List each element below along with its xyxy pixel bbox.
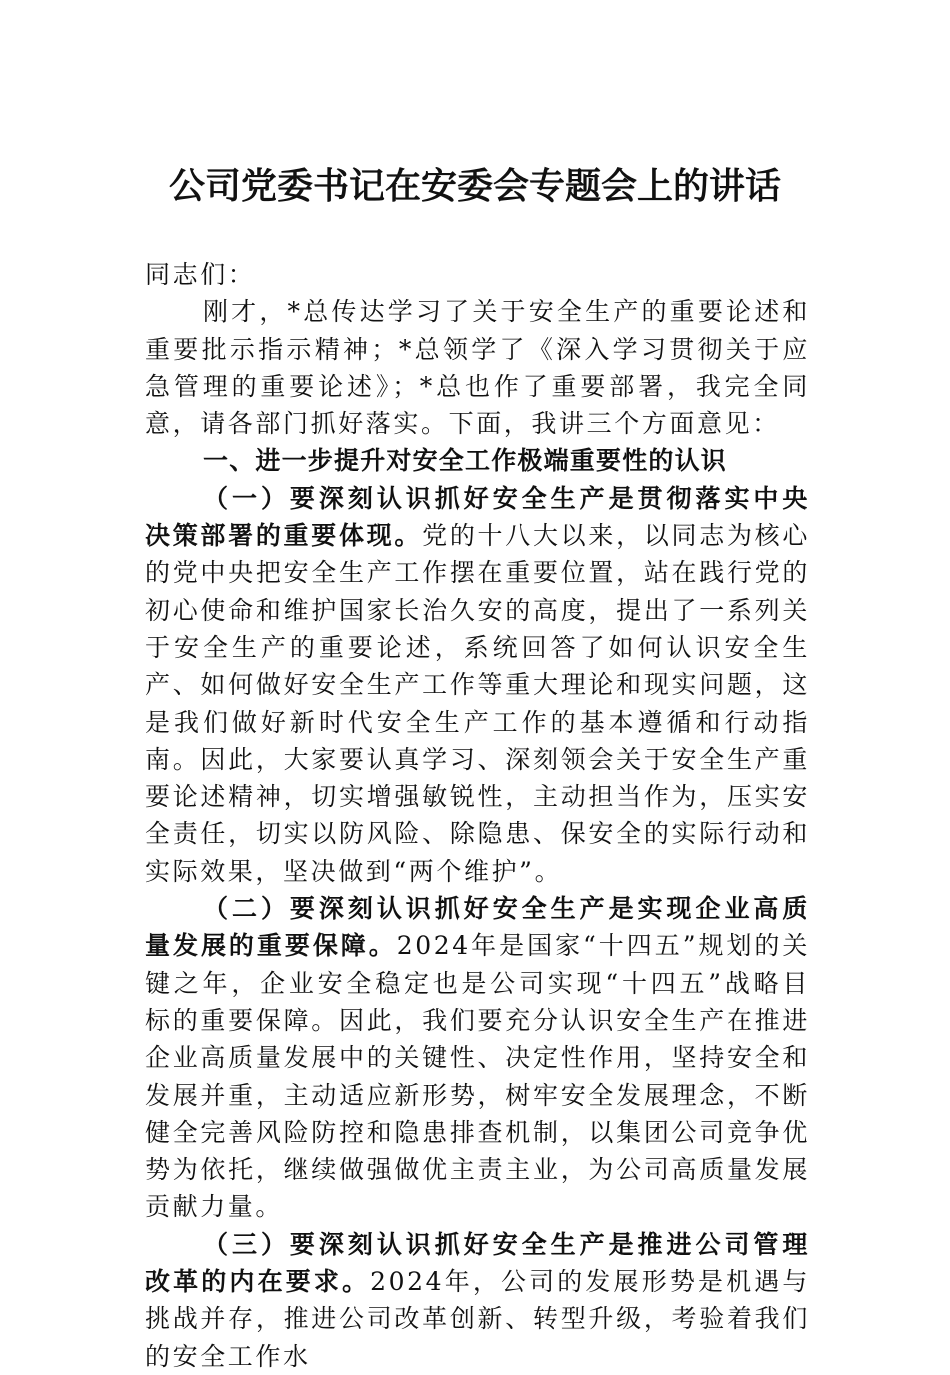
document-body (145, 256, 810, 1375)
paragraph-1-body: 党的十八大以来，以同志为核心的党中央把安全生产工作摆在重要位置，站在践行党的初心使命和维护国家长治久安的高度，提出了一系列关于安全生产的重要论述，系统回答了如何认识安全生产、如何做好安全生产工作等重大理论和现实问题，这是我们做好新时代安全生产工作的基本遵循和行动指南。因此，大家要认真学习、深刻领会关于安全生产重要论述精神，切实增强敏锐性，主动担当作为，压实安全责任，切实以防风险、除隐患、保安全的实际行动和实际效果，坚决做到“两个维护”。 (145, 521, 810, 886)
paragraph-3-body: 2024年，公司的发展形势是机遇与挑战并存，推进公司改革创新、转型升级，考验着我们的安全工作水 (145, 1267, 810, 1371)
paragraph-2-lead: （二）要深刻认识抓好安全生产是实现企业高质量发展的重要保障。 (145, 894, 810, 961)
intro-paragraph: 刚才，*总传达学习了关于安全生产的重要论述和重要批示指示精神；*总领学了《深入学习贯彻关于应急管理的重要论述》；*总也作了重要部署，我完全同意，请各部门抓好落实。下面，我讲三个方面意见： (145, 297, 810, 439)
salutation: 同志们： (145, 260, 256, 289)
paragraph-2 (145, 890, 810, 1226)
paragraph-3 (145, 1226, 810, 1375)
paragraph-3-lead: （三）要深刻认识抓好安全生产是推进公司管理改革的内在要求。 (145, 1229, 810, 1297)
paragraph-2-body: 2024年是国家“十四五”规划的关键之年，企业安全稳定也是公司实现“十四五”战略目标的重要保障。因此，我们要充分认识安全生产在推进企业高质量发展中的关键性、决定性作用，坚持安全和发展并重，主动适应新形势，树牢安全发展理念，不断健全完善风险防控和隐患排查机制，以集团公司竞争优势为依托，继续做强做优主责主业，为公司高质量发展贡献力量。 (145, 931, 810, 1222)
paragraph-1-lead: （一）要深刻认识抓好安全生产是贯彻落实中央决策部署的重要体现。 (145, 483, 810, 551)
paragraph-1 (145, 480, 810, 890)
section-heading-1: 一、进一步提升对安全工作极端重要性的认识 (203, 446, 728, 476)
document-title: 公司党委书记在安委会专题会上的讲话 (168, 165, 781, 207)
